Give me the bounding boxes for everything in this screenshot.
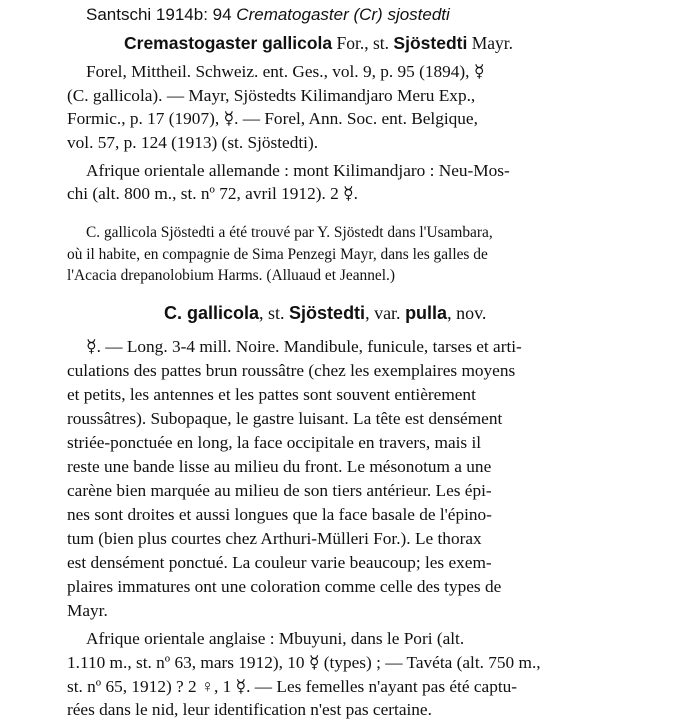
- note-text: où il habite, en compagnie de Sima Penzegi Mayr, dans les galles de: [67, 246, 488, 263]
- title-end: Mayr.: [467, 33, 514, 53]
- description-text: et petits, les antennes et les pattes sont souvent entièrement: [67, 385, 476, 404]
- description-text: plaires immatures ont une coloration comme celle des types de: [67, 577, 502, 596]
- ref-text: Forel, Mittheil. Schweiz. ent. Ges., vol. 9, p. 95 (1894), ☿: [86, 62, 485, 81]
- section2-title: [164, 303, 486, 324]
- note-line: [86, 223, 493, 243]
- description-line: [67, 384, 476, 405]
- description-line: [67, 504, 492, 525]
- locality-line: [67, 183, 358, 204]
- ref-line: [67, 108, 478, 129]
- description-text: ☿. — Long. 3-4 mill. Noire. Mandibule, funicule, tarses et arti-: [86, 337, 522, 356]
- description-line: [67, 552, 492, 573]
- locality-text: rées dans le nid, leur identification n'est pas certaine.: [67, 700, 432, 719]
- description-line: [67, 528, 482, 549]
- title-variety: pulla: [405, 303, 448, 323]
- description-line: [67, 456, 491, 477]
- note-text: C. gallicola Sjöstedti a été trouvé par Y. Sjöstedt dans l'Usambara,: [86, 224, 493, 241]
- locality-text: Afrique orientale allemande : mont Kilimandjaro : Neu-Mos-: [86, 161, 510, 180]
- description-line: [67, 576, 501, 597]
- locality-line: [67, 699, 432, 720]
- description-text: striée-ponctuée en long, la face occipitale en travers, mais il: [67, 433, 482, 452]
- ref-line: [67, 132, 318, 153]
- locality-line: [67, 652, 541, 673]
- title-species: C. gallicola: [164, 303, 260, 323]
- description-text: Mayr.: [67, 601, 108, 620]
- description-line: [67, 408, 502, 429]
- title-sep: , var.: [365, 303, 406, 323]
- description-line: [67, 432, 481, 453]
- description-line: [86, 336, 522, 357]
- citation-ref: Santschi 1914b: 94: [86, 5, 232, 24]
- title-end: , nov.: [447, 303, 487, 323]
- description-text: culations des pattes brun roussâtre (chez les exemplaires moyens: [67, 361, 516, 380]
- description-line: [67, 480, 492, 501]
- catalog-header: [86, 4, 450, 25]
- description-text: nes sont droites et aussi longues que la face basale de l'épino-: [67, 505, 492, 524]
- note-line: [67, 266, 395, 286]
- description-text: roussâtres). Subopaque, le gastre luisant. La tête est densément: [67, 409, 503, 428]
- ref-line: [86, 61, 657, 82]
- ref-text: vol. 57, p. 124 (1913) (st. Sjöstedti).: [67, 133, 319, 152]
- locality-line: [86, 628, 464, 649]
- note-line: [67, 245, 488, 265]
- ref-line: [67, 85, 475, 106]
- title-genus: Cremastogaster gallicola: [124, 33, 333, 53]
- locality-text: Afrique orientale anglaise : Mbuyuni, dans le Pori (alt.: [86, 629, 465, 648]
- description-text: reste une bande lisse au milieu du front. Le mésonotum a une: [67, 457, 492, 476]
- locality-line: [86, 160, 510, 181]
- ref-text: Formic., p. 17 (1907), ☿. — Forel, Ann. Soc. ent. Belgique,: [67, 109, 478, 128]
- section1-title: [124, 33, 513, 54]
- title-subspecies: Sjöstedti: [289, 303, 366, 323]
- locality-text: 1.110 m., st. nº 63, mars 1912), 10 ☿ (types) ; — Tavéta (alt. 750 m.,: [67, 653, 541, 672]
- description-text: tum (bien plus courtes chez Arthuri-Mülleri For.). Le thorax: [67, 529, 482, 548]
- description-text: carène bien marquée au milieu de son tiers antérieur. Les épi-: [67, 481, 492, 500]
- locality-text: st. nº 65, 1912) ? 2 ♀, 1 ☿. — Les femelles n'ayant pas été captu-: [67, 677, 518, 696]
- locality-line: [67, 676, 517, 697]
- locality-text: chi (alt. 800 m., st. nº 72, avril 1912). 2 ☿.: [67, 184, 358, 203]
- title-sep: , st.: [259, 303, 290, 323]
- description-line: [67, 360, 515, 381]
- description-line: [67, 600, 108, 621]
- note-text: l'Acacia drepanolobium Harms. (Alluaud et Jeannel.): [67, 267, 395, 284]
- taxon-name: Crematogaster (Cr) sjostedti: [236, 5, 450, 24]
- title-subspecies: Sjöstedti: [393, 33, 468, 53]
- description-text: est densément ponctué. La couleur varie beaucoup; les exem-: [67, 553, 492, 572]
- title-author: For., st.: [332, 33, 394, 53]
- ref-text: (C. gallicola). — Mayr, Sjöstedts Kilimandjaro Meru Exp.,: [67, 86, 476, 105]
